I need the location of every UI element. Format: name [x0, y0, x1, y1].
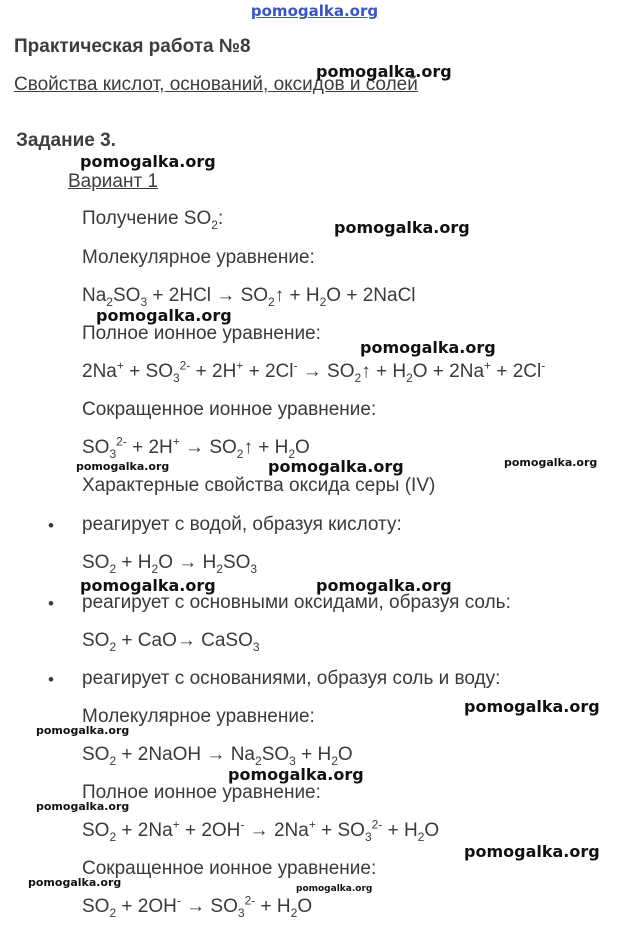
obtaining-label: Получение $SO_2$: [82, 208, 224, 232]
task-heading: Задание 3. [16, 130, 116, 151]
short-ionic-label-1: Сокращенное ионное уравнение: [82, 399, 377, 420]
watermark: pomogalka.org [360, 338, 496, 357]
watermark: pomogalka.org [334, 218, 470, 237]
page-title: Практическая работа №8 [14, 36, 251, 57]
bullet-3-symbol: • [48, 670, 54, 689]
full-ionic-label-1: Полное ионное уравнение: [82, 323, 321, 344]
properties-heading: Характерные свойства оксида серы (IV) [82, 475, 436, 496]
equation-oxide: $SO_2 + CaO\to$ CaSO$_3$ [82, 630, 260, 654]
watermark: pomogalka.org [316, 576, 452, 595]
watermark: pomogalka.org [36, 800, 130, 813]
watermark: pomogalka.org [464, 842, 600, 861]
bullet-3-text: реагирует с основаниями, образуя соль и воду: [82, 668, 501, 689]
watermark: pomogalka.org [80, 152, 216, 171]
short-ionic-label-2: Сокращенное ионное уравнение: [82, 858, 377, 879]
watermark: pomogalka.org [228, 765, 364, 784]
equation-molecular-1: $Na_2SO_3 + 2HCl$ → $SO_2↑ + H_2O$ + 2NaCl [82, 285, 416, 309]
equation-full-ionic-1: $2Na^+ + SO_3^{2-} + 2H^+ + 2Cl^-$ → $SO_2↑ + H_2O + 2Na^+ + 2Cl^-$ [82, 358, 546, 385]
watermark: pomogalka.org [36, 724, 130, 737]
watermark: pomogalka.org [76, 460, 170, 473]
molecular-label-2: Молекулярное уравнение: [82, 706, 315, 727]
page-subtitle: Свойства кислот, оснований, оксидов и солей [14, 74, 418, 95]
watermark: pomogalka.org [504, 456, 598, 469]
equation-water: $SO_2 + H_2O \to H_2SO_3$ [82, 552, 258, 576]
watermark: pomogalka.org [464, 697, 600, 716]
bullet-1-symbol: • [48, 516, 54, 535]
watermark: pomogalka.org [28, 876, 122, 889]
equation-short-ionic-2: $SO_2 + 2OH^- \to SO_3^{2-} + H_2O$ [82, 893, 313, 920]
full-ionic-label-2: Полное ионное уравнение: [82, 782, 321, 803]
watermark: pomogalka.org [80, 576, 216, 595]
bullet-1-text: реагирует с водой, образуя кислоту: [82, 514, 402, 535]
bullet-2-text: реагирует с основными оксидами, образуя соль: [82, 592, 511, 613]
watermark: pomogalka.org [316, 62, 452, 81]
watermark: pomogalka.org [296, 884, 373, 894]
site-header-link[interactable]: pomogalka.org [250, 2, 379, 20]
equation-molecular-2: $SO_2$ + 2NaOH → $Na_2SO_3 + H_2O$ [82, 744, 353, 768]
equation-full-ionic-2: $SO_2 + 2Na^+ + 2OH^- \to 2Na^+ + SO_3^{2-} + H_2O$ [82, 817, 440, 844]
equation-short-ionic-1: $SO_3^{2-} + 2H^+$ → $SO_2↑ + H_2O$ [82, 434, 310, 461]
watermark: pomogalka.org [96, 306, 232, 325]
watermark: pomogalka.org [268, 457, 404, 476]
variant-heading: Вариант 1 [68, 171, 159, 192]
molecular-label-1: Молекулярное уравнение: [82, 247, 315, 268]
bullet-2-symbol: • [48, 594, 54, 613]
